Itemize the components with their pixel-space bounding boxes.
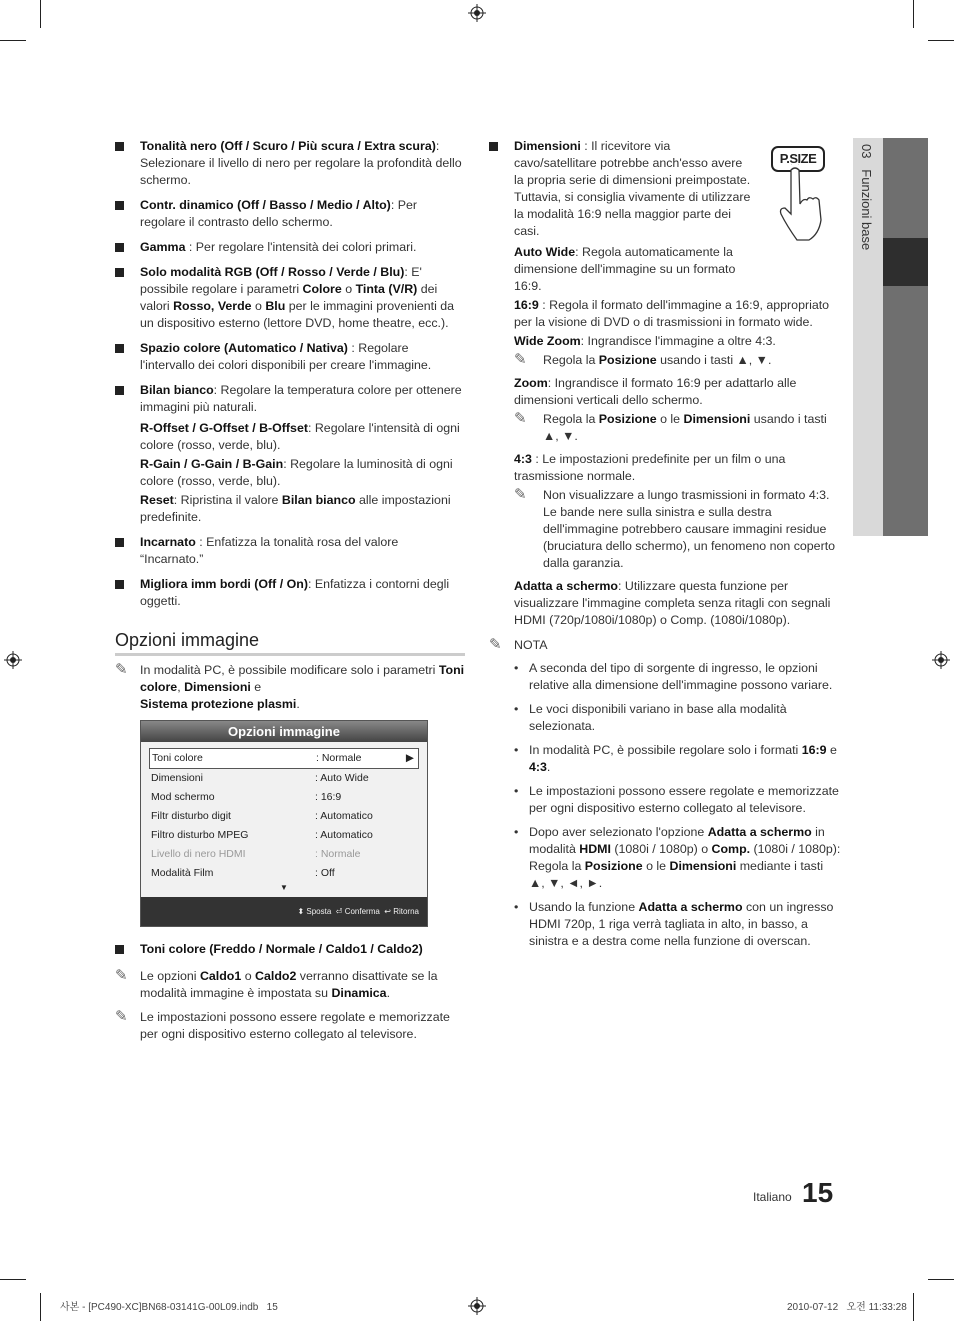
pencil-icon: ✎ <box>514 351 527 368</box>
chapter-tab-label: 03 Funzioni base <box>859 144 874 251</box>
osd-row[interactable]: Mod schermo : 16:9 <box>151 791 342 803</box>
print-date: 2010-07-12 오전 11:33:28 <box>787 1302 907 1313</box>
print-file-info: 사본 - [PC490-XC]BN68-03141G-00L09.indb 15 <box>60 1302 278 1313</box>
note-bullet: • Usando la funzione Adatta a schermo con un ingresso HDMI 720p, 1 riga verrà tagliata in alto, in basso, a sinistra e a destra come nella funzione di overscan. <box>514 899 841 950</box>
registration-mark-icon <box>4 651 22 669</box>
note: ✎ Le opzioni Caldo1 o Caldo2 verranno disattivate se la modalità immagine è impostata su Dinamica. <box>115 967 438 1000</box>
sub-item: 4:3 : Le impostazioni predefinite per un film o una trasmissione normale. <box>514 452 786 483</box>
list-item: Toni colore (Freddo / Normale / Caldo1 / Caldo2) <box>115 941 465 958</box>
sub-item: Zoom: Ingrandisce il formato 16:9 per adattarlo alle dimensioni verticali dello schermo. <box>514 376 797 407</box>
osd-row[interactable]: Modalità Film : Off <box>151 867 335 879</box>
move-icon: ⬍ <box>297 907 305 916</box>
list-item: Tonalità nero (Off / Scuro / Più scura / Extra scura): Selezionare il livello di nero per regolare la profondità dello schermo. <box>115 138 465 189</box>
page-number: 15 <box>802 1177 834 1208</box>
osd-title: Opzioni immagine <box>141 721 427 742</box>
arrow-right-icon: ▶ <box>405 752 414 764</box>
list-item: Solo modalità RGB (Off / Rosso / Verde / Blu): E' possibile regolare i parametri Colore o Tinta (V/R) dei valori Rosso, Verde o Blu per le immagini provenienti da un dispositivo esterno (lettore DVD, home theatre, ecc.). <box>115 264 465 332</box>
osd-menu <box>140 720 428 927</box>
crop-mark <box>40 0 41 28</box>
enter-icon: ⏎ <box>335 907 343 916</box>
osd-row[interactable]: Filtr disturbo digit : Automatico <box>151 810 373 822</box>
osd-row: Livello di nero HDMI : Normale <box>151 848 361 860</box>
registration-mark-icon <box>932 651 950 669</box>
psize-remote-icon <box>771 146 831 254</box>
sub-item: Wide Zoom: Ingrandisce l'immagine a oltre 4:3. <box>514 334 776 348</box>
note-bullet: • Le impostazioni possono essere regolate e memorizzate per ogni dispositivo esterno collegato al televisore. <box>514 783 841 817</box>
note-bullet: • Le voci disponibili variano in base alla modalità selezionata. <box>514 701 841 735</box>
list-item: Spazio colore (Automatico / Nativa) : Regolare l'intervallo dei colori disponibili per creare l'immagine. <box>115 340 465 374</box>
registration-mark-icon <box>468 4 486 22</box>
note-heading: ✎ NOTA <box>489 636 548 653</box>
psize-button: P.SIZE <box>771 146 825 172</box>
pencil-icon: ✎ <box>115 967 128 984</box>
pencil-icon: ✎ <box>514 486 527 503</box>
left-column <box>115 138 465 1050</box>
note-bullet: • In modalità PC, è possibile regolare solo i formati 16:9 e 4:3. <box>514 742 841 776</box>
crop-mark <box>0 1279 26 1280</box>
sub-item: Reset: Ripristina il valore Bilan bianco alle impostazioni predefinite. <box>140 493 451 524</box>
list-item: Migliora imm bordi (Off / On): Enfatizza i contorni degli oggetti. <box>115 576 465 610</box>
crop-mark <box>928 1279 954 1280</box>
list-item: Bilan bianco: Regolare la temperatura colore per ottenere immagini più naturali. <box>115 382 465 416</box>
osd-row[interactable]: Filtro disturbo MPEG : Automatico <box>151 829 373 841</box>
note: ✎ Le impostazioni possono essere regolate e memorizzate per ogni dispositivo esterno collegato al televisore. <box>115 1008 450 1041</box>
crop-mark <box>913 0 914 28</box>
return-icon: ↩ <box>384 907 391 916</box>
osd-row[interactable]: Dimensioni : Auto Wide <box>151 772 369 784</box>
osd-row[interactable]: Toni colore : Normale ▶ <box>149 748 419 769</box>
list-item: Contr. dinamico (Off / Basso / Medio / Alto): Per regolare il contrasto dello schermo. <box>115 197 465 231</box>
osd-footer: ⬍ Sposta ⏎ Conferma ↩ Ritorna <box>141 897 427 926</box>
list-item: Gamma : Per regolare l'intensità dei colori primari. <box>115 239 465 256</box>
sub-item: 16:9 : Regola il formato dell'immagine a 16:9, appropriato per la visione di DVD o di trasmissioni in formato wide. <box>514 298 830 329</box>
chapter-tab-bar <box>883 138 928 536</box>
note: ✎ Non visualizzare a lungo trasmissioni in formato 4:3. Le bande nere sulla sinistra e sulla destra dell'immagine potrebbero causare immagini residue (bruciatura dello schermo), un fenomeno non coperto dalla garanzia. <box>514 486 836 570</box>
registration-mark-icon <box>468 1297 486 1315</box>
pencil-icon: ✎ <box>514 410 527 427</box>
note: ✎ Regola la Posizione usando i tasti ▲, ▼. <box>514 351 772 368</box>
sub-item: Auto Wide: Regola automaticamente la dimensione dell'immagine su un formato 16:9. <box>514 245 736 293</box>
crop-mark <box>913 1293 914 1321</box>
list-item: Dimensioni : Il ricevitore via cavo/satellitare potrebbe anch'esso avere la propria serie di dimensioni preimpostate. Tuttavia, si consiglia vivamente di utilizzare la modalità 16:9 nella maggior parte dei casi. <box>489 138 841 240</box>
list-item: Incarnato : Enfatizza la tonalità rosa del valore “Incarnato.” <box>115 534 465 568</box>
pencil-icon: ✎ <box>115 1008 128 1025</box>
sub-item: R-Gain / G-Gain / B-Gain: Regolare la luminosità di ogni colore (rosso, verde, blu). <box>140 457 453 488</box>
footer-language: Italiano <box>753 1190 792 1204</box>
right-column <box>489 138 841 957</box>
note-bullet: • Dopo aver selezionato l'opzione Adatta a schermo in modalità HDMI (1080i / 1080p) o Comp. (1080i / 1080p): Regola la Posizione o le Dimensioni mediante i tasti ▲, ▼, ◄, ►. <box>514 824 841 892</box>
sub-item: Adatta a schermo: Utilizzare questa funzione per visualizzare l'immagine completa senza ritagli con segnali HDMI (720p/1080i/1080p) o Comp. (1080i/1080p). <box>514 579 831 627</box>
note-bullet: • A seconda del tipo di sorgente di ingresso, le opzioni relative alla dimensione dell'immagine possono variare. <box>514 660 841 694</box>
scroll-down-icon: ▼ <box>280 883 288 892</box>
pencil-icon: ✎ <box>115 661 128 678</box>
crop-mark <box>40 1293 41 1321</box>
pencil-icon: ✎ <box>489 636 502 653</box>
note: ✎ Regola la Posizione o le Dimensioni usando i tasti ▲, ▼. <box>514 410 827 443</box>
note: ✎ In modalità PC, è possibile modificare solo i parametri Toni colore, Dimensioni e Sistema protezione plasmi. <box>115 661 465 711</box>
section-title: Opzioni immagine <box>115 632 465 656</box>
chapter-tab-active <box>883 238 928 286</box>
crop-mark <box>928 40 954 41</box>
sub-item: R-Offset / G-Offset / B-Offset: Regolare l'intensità di ogni colore (rosso, verde, blu). <box>140 421 460 452</box>
crop-mark <box>0 40 26 41</box>
